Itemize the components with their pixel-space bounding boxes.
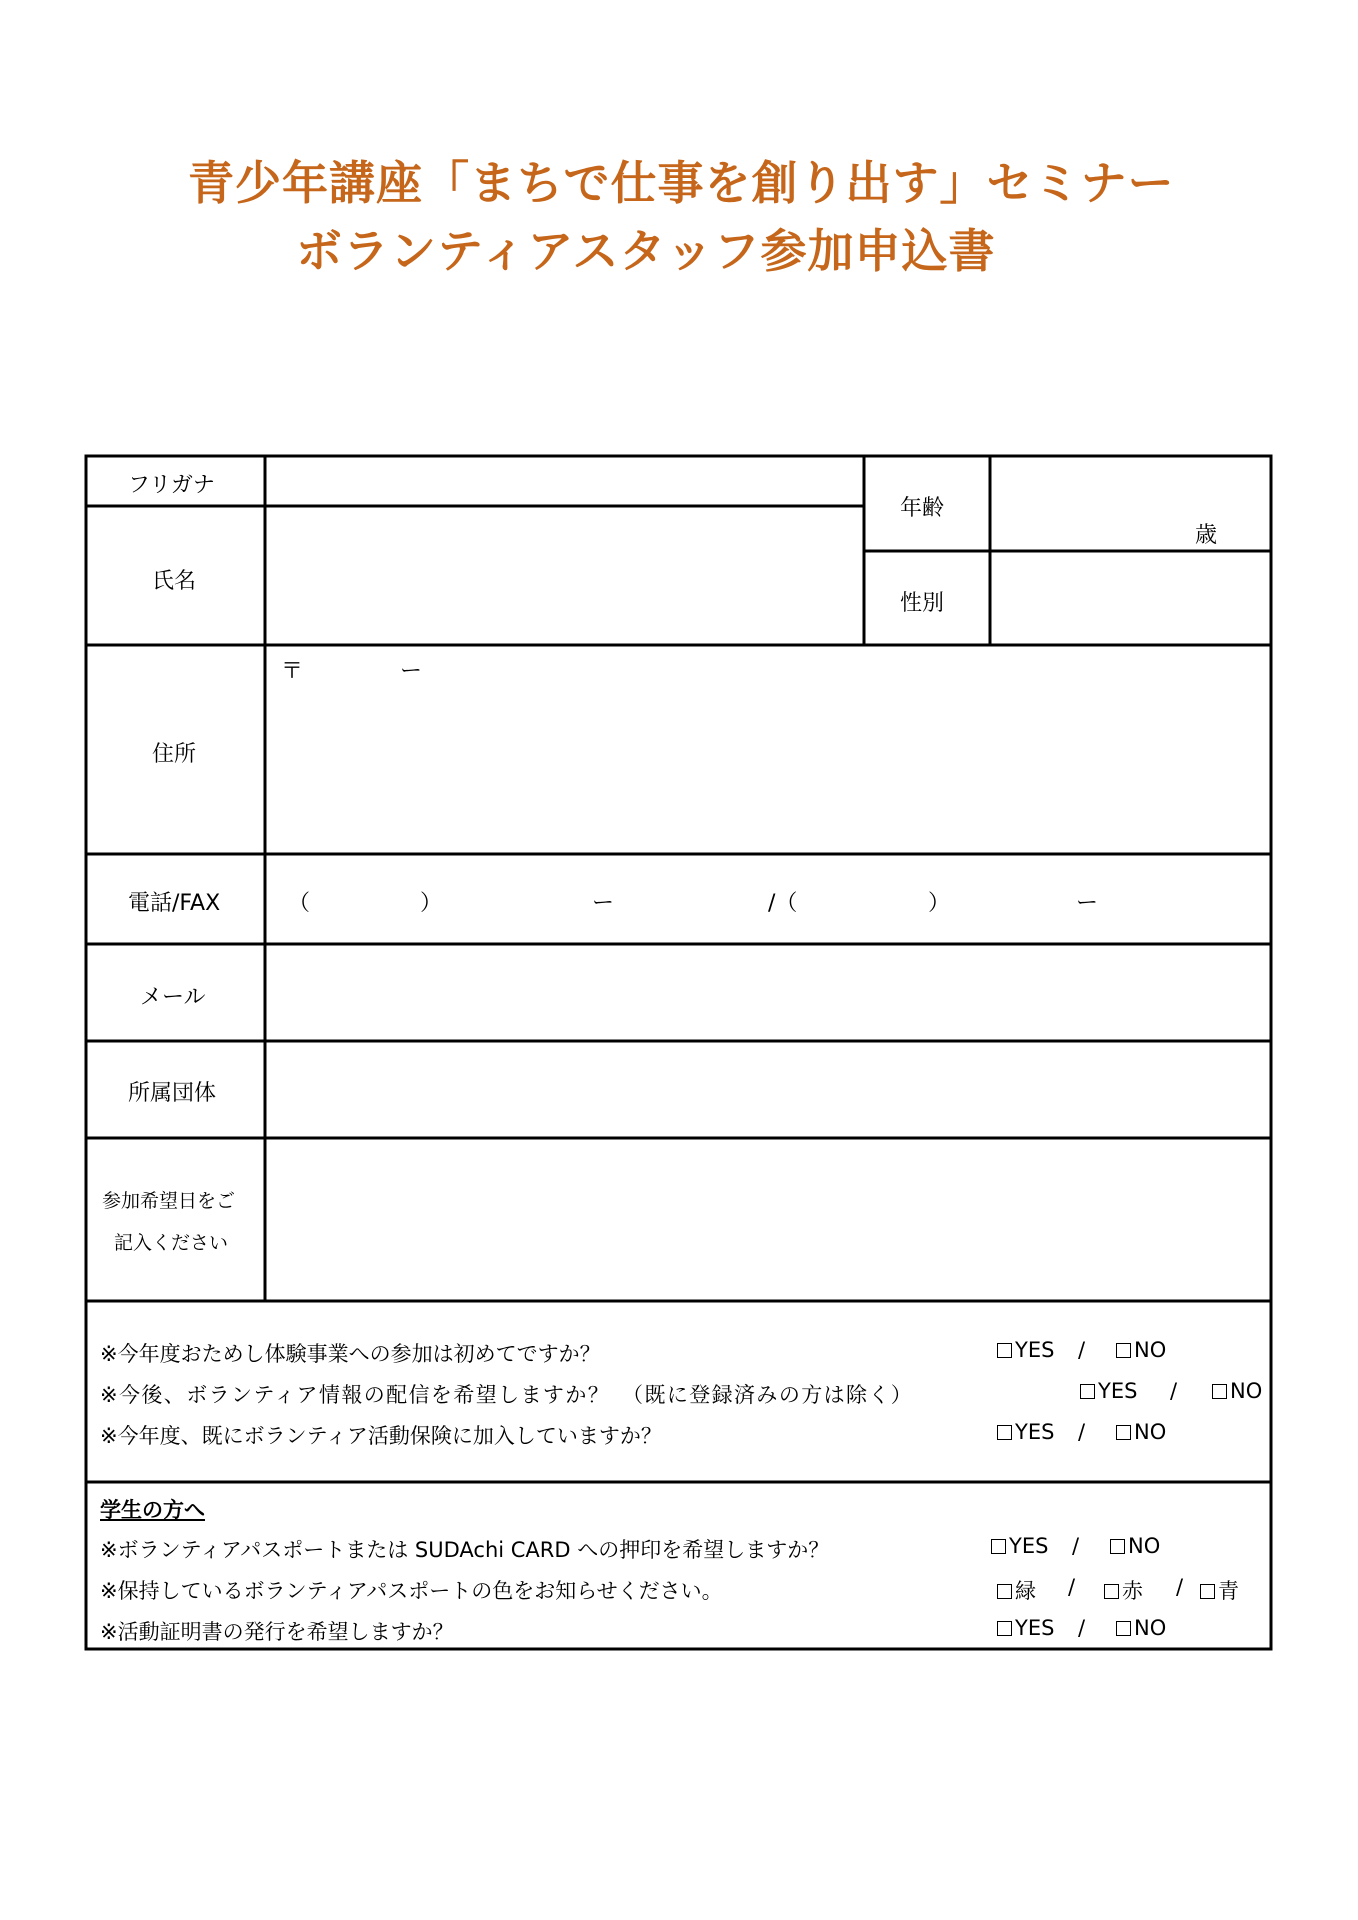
student-question-1-text: ※ボランティアパスポートまたは SUDAchi CARD への押印を希望しますか？ [100, 1538, 830, 1562]
question-3-separator: / [1078, 1420, 1086, 1444]
postal-dash: ー [400, 659, 423, 684]
phone-close: ） [420, 891, 443, 916]
phone-label: 電話/FAX [128, 891, 221, 916]
question-2-yes-checkbox[interactable] [1080, 1379, 1137, 1403]
age-label: 年齢 [900, 496, 945, 521]
student-question-1-yes-checkbox[interactable] [991, 1534, 1048, 1558]
email-label: メール [140, 985, 206, 1010]
address-field[interactable] [268, 648, 1269, 852]
form-title-line2: ボランティアスタッフ参加申込書 [296, 224, 996, 278]
date-label-2: 記入ください [114, 1232, 229, 1254]
furigana-field[interactable] [268, 459, 862, 504]
student-question-2-blue-checkbox[interactable] [1200, 1575, 1239, 1605]
student-question-2-green-label: 緑 [1015, 1579, 1036, 1603]
fax-open: /（ [768, 891, 798, 916]
age-unit: 歳 [1195, 523, 1218, 548]
phone-open: （ [288, 891, 311, 916]
question-2-separator: / [1170, 1379, 1178, 1403]
form-title-line1: 青少年講座「まちで仕事を創り出す」セミナー [188, 156, 1175, 210]
date-label-1: 参加希望日をご [102, 1190, 236, 1212]
student-question-3-yes-label: YES [1015, 1616, 1055, 1640]
student-question-3-yes-checkbox[interactable] [997, 1616, 1054, 1640]
name-label: 氏名 [152, 569, 197, 594]
fax-dash: ー [1076, 891, 1099, 916]
question-1-yes-checkbox[interactable] [997, 1338, 1054, 1362]
age-field[interactable] [993, 459, 1269, 549]
student-question-2-red-label: 赤 [1122, 1579, 1143, 1603]
fax-close: ） [928, 891, 951, 916]
question-1-yes-label: YES [1015, 1338, 1055, 1362]
address-label: 住所 [152, 742, 197, 767]
email-field[interactable] [268, 947, 1269, 1039]
student-question-1-no-checkbox[interactable] [1110, 1534, 1160, 1558]
question-3-text: ※今年度、既にボランティア活動保険に加入していますか？ [100, 1424, 662, 1448]
question-1-text: ※今年度おためし体験事業への参加は初めてですか？ [100, 1342, 601, 1366]
gender-label: 性別 [900, 591, 945, 616]
preferred-date-field[interactable] [268, 1141, 1269, 1299]
question-1-no-label: NO [1134, 1338, 1167, 1362]
student-question-1-yes-label: YES [1009, 1534, 1049, 1558]
furigana-label: フリガナ [128, 473, 215, 498]
phone-fax-field[interactable] [268, 857, 1269, 942]
question-3-no-label: NO [1134, 1420, 1167, 1444]
student-question-2-red-checkbox[interactable] [1104, 1575, 1143, 1605]
question-2-yes-label: YES [1098, 1379, 1138, 1403]
student-question-2-blue-label: 青 [1218, 1579, 1239, 1603]
question-3-no-checkbox[interactable] [1116, 1420, 1166, 1444]
student-question-1-no-label: NO [1128, 1534, 1161, 1558]
student-question-2-separator-2: / [1176, 1575, 1184, 1599]
org-field[interactable] [268, 1044, 1269, 1136]
org-label: 所属団体 [128, 1081, 217, 1106]
phone-dash: ー [592, 891, 615, 916]
question-1-no-checkbox[interactable] [1116, 1338, 1166, 1362]
student-question-2-text: ※保持しているボランティアパスポートの色をお知らせください。 [100, 1579, 723, 1603]
question-2-no-checkbox[interactable] [1212, 1379, 1262, 1403]
question-3-yes-checkbox[interactable] [997, 1420, 1054, 1444]
student-question-2-green-checkbox[interactable] [997, 1575, 1036, 1605]
gender-field[interactable] [993, 554, 1269, 643]
name-field[interactable] [268, 509, 862, 643]
student-question-1-separator: / [1072, 1534, 1080, 1558]
student-question-3-separator: / [1078, 1616, 1086, 1640]
question-2-text: ※今後、ボランティア情報の配信を希望しますか？ （既に登録済みの方は除く） [100, 1383, 914, 1407]
student-question-3-no-label: NO [1134, 1616, 1167, 1640]
student-question-2-separator-1: / [1068, 1575, 1076, 1599]
students-heading: 学生の方へ [100, 1498, 205, 1522]
question-2-no-label: NO [1230, 1379, 1263, 1403]
question-1-separator: / [1078, 1338, 1086, 1362]
student-question-3-no-checkbox[interactable] [1116, 1616, 1166, 1640]
postal-mark: 〒 [281, 659, 304, 684]
question-3-yes-label: YES [1015, 1420, 1055, 1444]
student-question-3-text: ※活動証明書の発行を希望しますか？ [100, 1620, 454, 1644]
